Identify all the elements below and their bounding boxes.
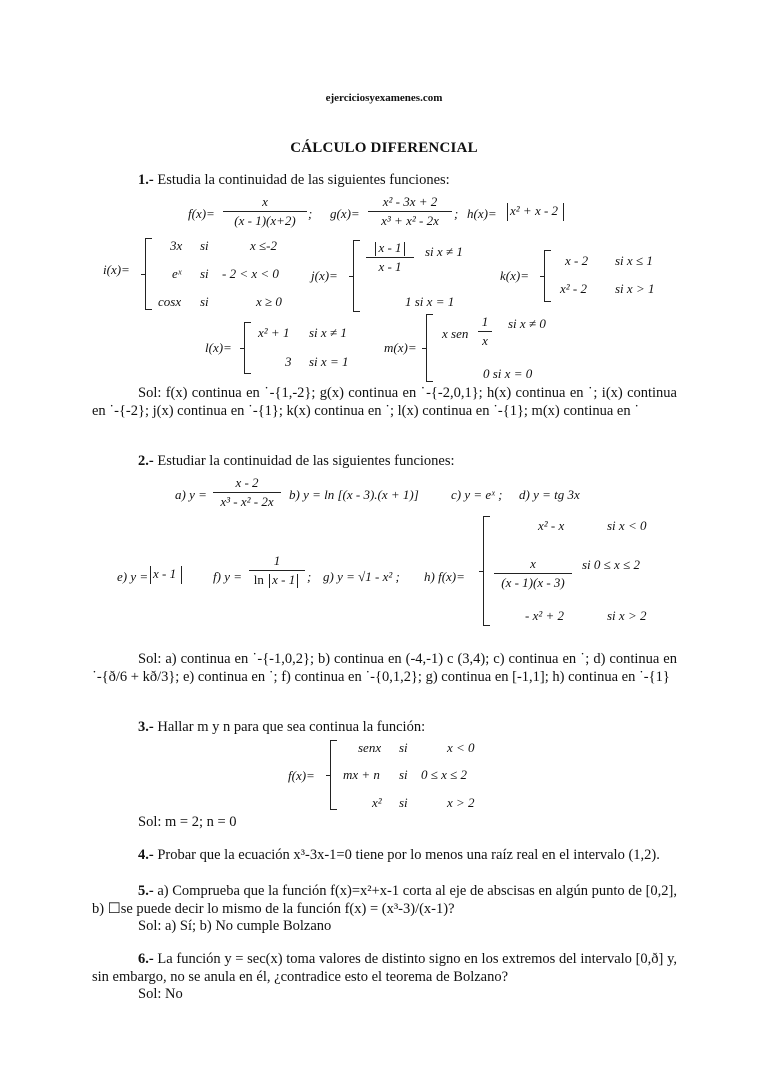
k-row2-cond: si x > 1 [615,281,655,296]
ex3-row1-cond: si [399,740,408,755]
ex3-row2-expr: mx + n [343,767,380,782]
ex3-row3-range: x > 2 [447,795,475,810]
exercise-number: 6.- [138,951,154,967]
m-row1-denominator: x [482,333,488,348]
ex3-row3-expr: x² [372,795,382,810]
site-name: ejerciciosyexamenes.com [325,92,443,104]
l-row2-expr: 3 [285,354,292,369]
f-fraction [223,194,307,229]
k-row2-expr: x² - 2 [560,281,587,296]
m-row1-cond: si x ≠ 0 [508,316,546,331]
i-row3-cond: si [200,294,209,309]
exercise-text: La función y = sec(x) toma valores de distinto signo en los extremos del intervalo [0,ð] y, sin embargo, no se anula en él, ¿contradice esto el teorema de Bolzano? [92,951,677,985]
exercise-6-statement [92,950,677,986]
exercise-number: 4.- [138,847,154,863]
exercise-text: Estudia la continuidad de las siguientes funciones: [157,172,450,188]
ex2-h-row2-denominator: (x - 1)(x - 3) [501,575,565,590]
ex2-a-numerator: x - 2 [235,475,259,490]
i-row2-expr: eˣ [172,266,182,281]
ex2-d: d) y = tg 3x [519,487,580,502]
m-brace [426,314,433,382]
i-row1-cond: si [200,238,209,253]
ex3-row2-range: 0 ≤ x ≤ 2 [421,767,468,782]
k-brace [544,250,551,302]
m-row1-numerator: 1 [481,314,489,329]
j-denominator: x - 1 [378,259,402,275]
ex2-h-row3-expr: - x² + 2 [525,608,565,623]
exercise-1-solution: Sol: f(x) continua en ˙-{1,-2}; g(x) continua en ˙-{-2,0,1}; h(x) continua en ˙; i(x) continua en ˙-{-2}; j(x) continua en ˙-{1}; k(x) continua en ˙; l(x) continua en ˙-{1}; m(x) continua en ˙ [92,385,677,419]
f-end: ; [308,206,313,221]
j-row2: 1 si x = 1 [405,294,455,309]
exercise-text: a) Comprueba que la función f(x)=x²+x-1 corta al eje de abscisas en algún punto de [0,2], b) ☐se puede decir lo mismo de la función f(x) = (x³-3)/(x-1)? [92,883,677,917]
page-title: CÁLCULO DIFERENCIAL [290,140,478,156]
ex2-f-lhs: f) y = [213,569,242,584]
ex2-h-row3-cond: si x > 2 [607,608,647,623]
l-row1-cond: si x ≠ 1 [309,325,347,340]
ex2-h-brace [483,516,490,626]
j-lhs: j(x)= [311,268,338,283]
ex2-h-row1-cond: si x < 0 [607,518,647,533]
i-row3-range: x ≥ 0 [256,294,282,309]
ex2-a-fraction [213,475,281,510]
ex2-a-lhs: a) y = [175,487,207,502]
h-lhs: h(x)= [467,206,497,221]
f-lhs: f(x)= [188,206,215,221]
ex2-f-fraction [249,553,305,588]
ex2-h-row2-numerator: x [530,556,536,571]
ex2-h-row1-expr: x² - x [538,518,565,533]
l-lhs: l(x)= [205,340,232,355]
exercise-number: 2.- [138,453,154,469]
ex2-e-body: x - 1 [153,566,177,581]
h-abs [505,203,566,221]
ex3-brace [330,740,337,810]
g-numerator: x² - 3x + 2 [382,194,438,209]
j-row1-cond: si x ≠ 1 [425,244,463,259]
exercise-2-statement [138,453,455,470]
ex2-e-lhs: e) y = [117,569,149,584]
j-fraction [366,240,414,275]
ex3-row1-expr: senx [358,740,382,755]
m-row2: 0 si x = 0 [483,366,533,381]
m-lhs: m(x)= [384,340,417,355]
j-brace [353,240,360,312]
ex3-row2-cond: si [399,767,408,782]
i-brace [145,238,152,310]
i-row1-expr: 3x [170,238,183,253]
j-numerator: x - 1 [378,240,402,255]
ex2-b: b) y = ln [(x - 3).(x + 1)] [289,487,419,502]
i-lhs: i(x)= [103,262,130,277]
f-numerator: x [262,194,268,209]
exercise-number: 3.- [138,719,154,735]
ex3-row3-cond: si [399,795,408,810]
exercise-1-statement [138,172,450,189]
exercise-5-solution: Sol: a) Sí; b) No cumple Bolzano [138,918,332,934]
k-row1-cond: si x ≤ 1 [615,253,653,268]
ex2-h-row2-fraction [494,556,572,591]
l-brace [244,322,251,374]
m-row1-fraction [478,314,492,349]
exercise-6-solution: Sol: No [138,986,183,1002]
k-row1-expr: x - 2 [565,253,589,268]
exercise-text: Probar que la ecuación x³-3x-1=0 tiene por lo menos una raíz real en el intervalo (1,2). [157,847,660,863]
exercise-text: Hallar m y n para que sea continua la función: [157,719,426,735]
exercise-3-solution: Sol: m = 2; n = 0 [138,814,237,830]
exercise-number: 5.- [138,883,154,899]
i-row2-cond: si [200,266,209,281]
i-row3-expr: cosx [158,294,182,309]
g-fraction [368,194,452,229]
i-row2-range: - 2 < x < 0 [222,266,279,281]
g-end: ; [454,206,459,221]
exercise-4-statement [138,847,660,864]
ex2-h-lhs: h) f(x)= [424,569,465,584]
h-body: x² + x - 2 [510,203,559,218]
exercise-text: Estudiar la continuidad de las siguientes funciones: [157,453,455,469]
l-row2-cond: si x = 1 [309,354,349,369]
exercise-5-statement [92,882,677,918]
exercise-number: 1.- [138,172,154,188]
k-lhs: k(x)= [500,268,529,283]
ex2-c: c) y = eˣ ; [451,487,503,502]
ex3-row1-range: x < 0 [447,740,475,755]
ex2-e-abs [148,566,184,584]
ex2-f-ln: ln [253,572,264,587]
ex2-f-end: ; [307,569,312,584]
ex2-f-numerator: 1 [273,553,281,568]
ex2-f-abs: x - 1 [272,572,296,587]
exercise-2-solution: Sol: a) continua en ˙-{-1,0,2}; b) continua en (-4,-1) c (3,4); c) continua en ˙; d) continua en ˙-{ð/6 + kð/3}; e) continua en ˙; f) continua en ˙-{0,1,2}; g) continua en [-1,1]; h) continua en ˙-{1} [92,651,677,685]
ex2-g: g) y = √1 - x² ; [323,569,400,584]
l-row1-expr: x² + 1 [258,325,290,340]
ex3-lhs: f(x)= [288,768,315,783]
g-lhs: g(x)= [330,206,360,221]
exercise-3-statement [138,719,425,736]
g-denominator: x³ + x² - 2x [381,213,439,228]
i-row1-range: x ≤-2 [250,238,277,253]
ex2-h-row2-cond: si 0 ≤ x ≤ 2 [582,557,640,572]
m-row1-pre: x sen [442,326,469,341]
ex2-a-denominator: x³ - x² - 2x [220,494,274,509]
f-denominator: (x - 1)(x+2) [234,213,296,228]
